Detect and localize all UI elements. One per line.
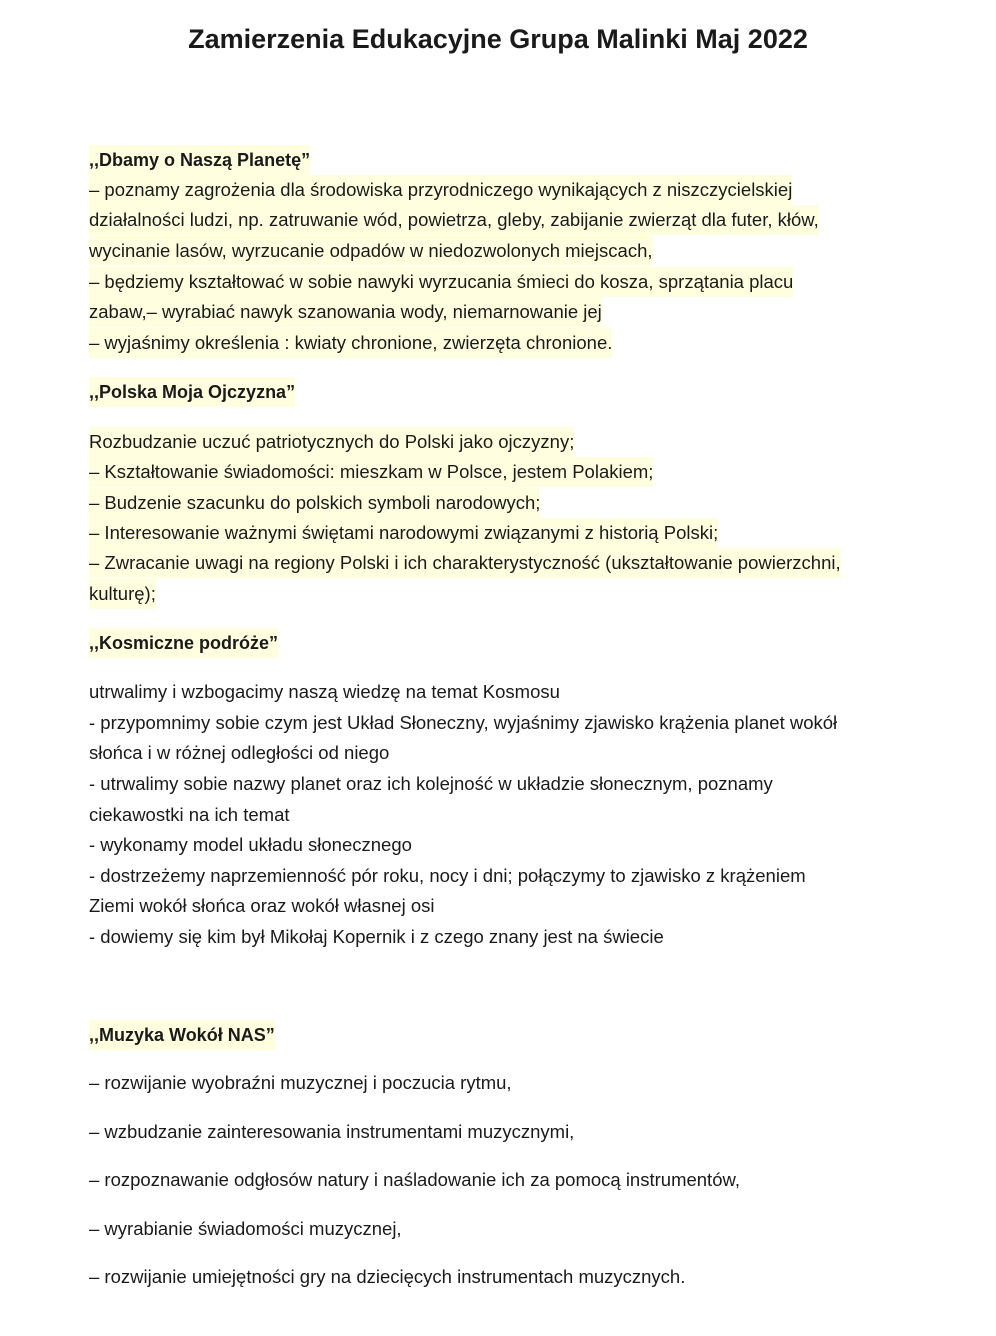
section-line: Ziemi wokół słońca oraz wokół własnej osi [89,895,435,916]
section-heading-music: ,,Muzyka Wokół NAS” [89,1020,275,1050]
section-heading-planet: ,,Dbamy o Naszą Planetę” [89,145,310,175]
section-line: utrwalimy i wzbogacimy naszą wiedzę na temat Kosmosu [89,681,560,702]
section-line: Rozbudzanie uczuć patriotycznych do Polski jako ojczyzny; [89,427,574,457]
section-line: działalności ludzi, np. zatruwanie wód, powietrza, gleby, zabijanie zwierząt dla futer, kłów, [89,205,819,235]
section-heading-poland: ,,Polska Moja Ojczyzna” [89,377,295,407]
section-line: – rozwijanie umiejętności gry na dziecięcych instrumentach muzycznych. [89,1266,686,1287]
section-line: – Interesowanie ważnymi świętami narodowymi związanymi z historią Polski; [89,518,718,548]
section-line: – wzbudzanie zainteresowania instrumentami muzycznymi, [89,1121,575,1142]
section-heading-space: ,,Kosmiczne podróże” [89,628,278,658]
section-line: - utrwalimy sobie nazwy planet oraz ich kolejność w układzie słonecznym, poznamy [89,773,773,794]
section-line: - przypomnimy sobie czym jest Układ Słoneczny, wyjaśnimy zjawisko krążenia planet wokół [89,712,838,733]
section-line: zabaw,– wyrabiać nawyk szanowania wody, niemarnowanie jej [89,297,602,327]
section-line: – rozwijanie wyobraźni muzycznej i poczucia rytmu, [89,1072,512,1093]
section-line: – wyrabianie świadomości muzycznej, [89,1218,402,1239]
section-line: wycinanie lasów, wyrzucanie odpadów w niedozwolonych miejscach, [89,236,653,266]
section-line: – poznamy zagrożenia dla środowiska przyrodniczego wynikających z niszczycielskiej [89,175,792,205]
section-line: – rozpoznawanie odgłosów natury i naśladowanie ich za pomocą instrumentów, [89,1169,740,1190]
section-line: - dostrzeżemy naprzemienność pór roku, nocy i dni; połączymy to zjawisko z krążeniem [89,865,806,886]
section-line: - dowiemy się kim był Mikołaj Kopernik i z czego znany jest na świecie [89,926,664,947]
section-line: kulturę); [89,579,156,609]
document-title: Zamierzenia Edukacyjne Grupa Malinki Maj 2022 [188,24,808,54]
section-line: – Budzenie szacunku do polskich symboli narodowych; [89,488,540,518]
section-line: – Zwracanie uwagi na regiony Polski i ich charakterystyczność (ukształtowanie powierzchni, [89,548,841,578]
section-line: – będziemy kształtować w sobie nawyki wyrzucania śmieci do kosza, sprzątania placu [89,267,793,297]
section-line: – Kształtowanie świadomości: mieszkam w Polsce, jestem Polakiem; [89,457,653,487]
section-line: ciekawostki na ich temat [89,804,290,825]
section-line: - wykonamy model układu słonecznego [89,834,412,855]
section-line: – wyjaśnimy określenia : kwiaty chronione, zwierzęta chronione. [89,328,612,358]
section-line: słońca i w różnej odległości od niego [89,742,390,763]
